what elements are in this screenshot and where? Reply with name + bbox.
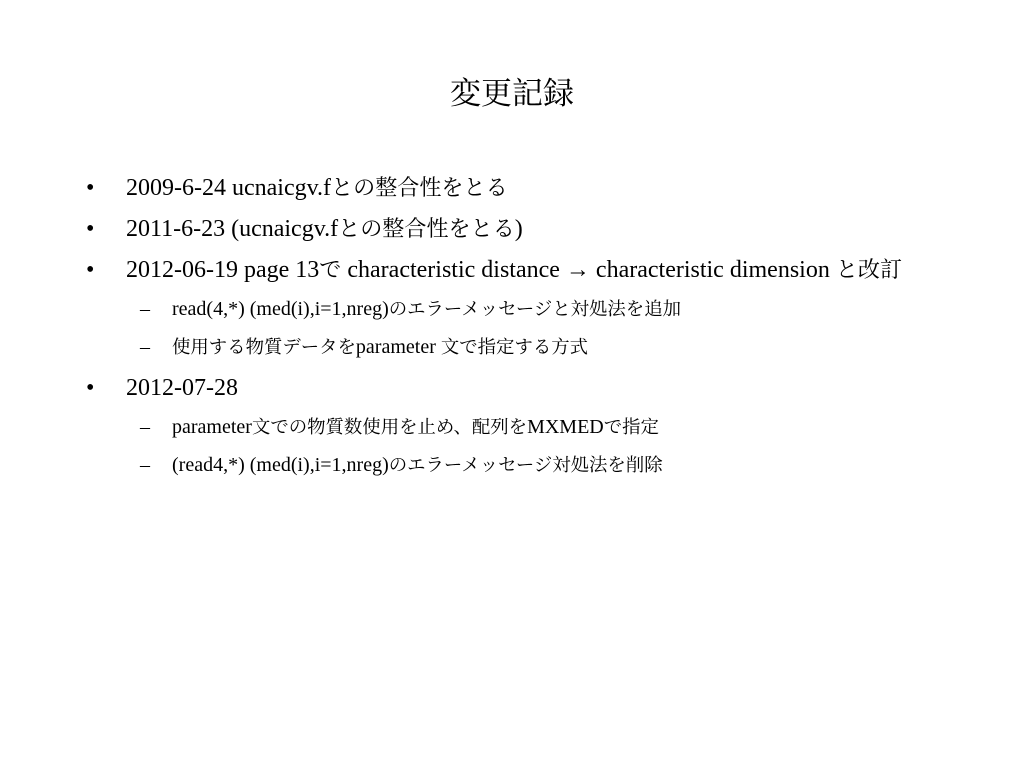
list-item-2012-07-28 <box>0 372 1024 405</box>
sub-item-error-message-removed <box>0 451 1024 480</box>
item-text-jp: で指定 <box>603 417 659 438</box>
item-text-jp: のエラーメッセージ対処法を削除 <box>388 455 663 476</box>
item-text: ) <box>514 216 523 242</box>
bullet: • <box>86 216 95 242</box>
item-text-jp: と改訂 <box>835 258 903 283</box>
item-text: 2011-6-23 (ucnaicgv.f <box>126 216 339 242</box>
bullet: • <box>86 375 95 401</box>
item-text: read(4,*) (med(i),i=1,nreg) <box>172 298 389 320</box>
sub-bullet: – <box>140 416 150 438</box>
bullet: • <box>86 257 95 283</box>
item-text-jp: 文での物質数使用を止め、配列を <box>251 417 528 438</box>
item-text: parameter <box>355 336 441 358</box>
sub-item-mxmed <box>0 413 1024 442</box>
item-text: parameter <box>172 416 252 438</box>
slide-title: 変更記録 <box>450 76 574 112</box>
item-text: 2012-06-19 page 13 <box>126 257 320 283</box>
sub-item-parameter-method <box>0 333 1024 362</box>
sub-bullet: – <box>140 454 150 476</box>
list-item-2012-06-19 <box>0 254 1024 287</box>
change-log-list <box>0 172 1024 489</box>
item-text: 2009-6-24 ucnaicgv.f <box>126 175 332 201</box>
sub-item-error-message-added <box>0 295 1024 324</box>
item-text-jp: との整合性をとる <box>338 217 515 242</box>
item-text: (read4,*) (med(i),i=1,nreg) <box>172 454 389 476</box>
sub-bullet: – <box>140 298 150 320</box>
item-text-jp: との整合性をとる <box>331 176 508 201</box>
bullet: • <box>86 175 95 201</box>
list-item-2011-06-23 <box>0 213 1024 246</box>
item-text-jp: 使用する物質データを <box>172 337 356 358</box>
item-text-jp: で <box>319 258 342 283</box>
sub-bullet: – <box>140 336 150 358</box>
item-text: MXMED <box>527 416 604 438</box>
list-item-2009-06-24 <box>0 172 1024 205</box>
item-text-jp: のエラーメッセージと対処法を追加 <box>388 299 681 320</box>
item-text-jp: 文で指定する方式 <box>440 337 589 358</box>
item-text: 2012-07-28 <box>126 375 238 401</box>
item-text: characteristic distance → characteristic dimension <box>341 257 836 283</box>
